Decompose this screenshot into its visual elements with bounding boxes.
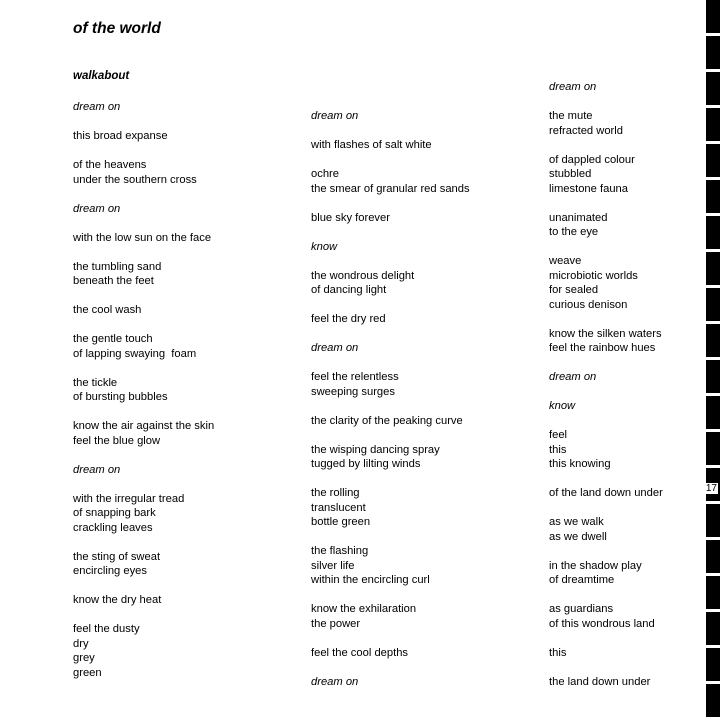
poem-line: the smear of granular red sands [311,182,470,195]
poem-line: with the irregular tread [73,492,185,505]
poem-line: of dappled colour [549,153,635,166]
poem-line: unanimated [549,211,608,224]
stanza-gap [73,535,293,550]
poem-line: microbiotic worlds [549,269,638,282]
stanza-gap [549,660,699,675]
stanza-gap [311,530,531,545]
stanza-gap [73,187,293,202]
stanza-gap [73,361,293,376]
poem-line: as guardians [549,603,614,615]
poem-line: dream on [311,110,359,122]
stanza-gap [73,579,293,594]
poem-line: stubbled [549,168,592,180]
stanza-gap [549,588,699,603]
poem-line: know the air against the skin [73,420,215,432]
poem-line: know the exhilaration [311,603,417,615]
edge-tab [706,288,720,321]
stanza-gap [311,327,531,342]
stanza-gap [73,245,293,260]
poem-line: encircling eyes [73,565,147,577]
edge-tab [706,72,720,105]
poem-line: of dreamtime [549,574,615,586]
poem-line: feel the blue glow [73,434,161,447]
poem-line: grey [73,652,95,664]
poem-line: the rolling [311,487,360,499]
edge-tab [706,0,720,33]
edge-tab [706,36,720,69]
poem-line: feel the cool depths [311,646,409,659]
stanza-gap [311,153,531,168]
poem-line: this [549,646,567,659]
edge-tab [706,144,720,177]
stanza-gap [311,588,531,603]
poem-line: ochre [311,168,339,180]
poem-line: this knowing [549,458,611,470]
poem-line: blue sky forever [311,211,390,224]
stanza-gap [549,544,699,559]
stanza-gap [73,318,293,333]
poem-line: within the encircling curl [311,574,430,586]
stanza-gap [311,631,531,646]
stanza-gap [549,631,699,646]
poem-line: feel the relentless [311,371,399,383]
poem-line: the mute [549,110,593,122]
poem-line: the gentle touch [73,333,153,345]
stanza-gap [73,608,293,623]
poem-subtitle: walkabout [73,70,130,82]
stanza-gap [549,414,699,429]
poem-line: this broad expanse [73,130,168,142]
edge-tab [706,648,720,681]
poem-line: under the southern cross [73,173,197,186]
poem-line: the clarity of the peaking curve [311,414,463,427]
poem-line: the sting of sweat [73,550,161,563]
edge-tab [706,540,720,573]
poem-line: tugged by lilting winds [311,458,421,470]
poem-line: green [73,666,102,679]
stanza-gap [311,124,531,139]
poem-line: dream on [73,101,121,113]
stanza-gap [311,356,531,371]
poem-line: this [549,443,567,456]
poem-line: beneath the feet [73,275,154,287]
poem-line: feel [549,429,568,441]
poem-line: translucent [311,501,366,514]
poem-line: the power [311,617,361,630]
stanza-gap [311,225,531,240]
poem-line: crackling leaves [73,521,153,534]
edge-tab [706,216,720,249]
stanza-gap [311,399,531,414]
stanza-gap [549,472,699,487]
stanza-gap [311,472,531,487]
poem-line: know [311,240,338,253]
poem-line: feel the dry red [311,313,386,325]
poem-line: the tumbling sand [73,260,162,273]
poem-line: sweeping surges [311,385,395,398]
poem-line: the land down under [549,675,651,688]
poem-line: know the silken waters [549,327,662,340]
edge-tab [706,576,720,609]
stanza-gap [549,138,699,153]
edge-tab [706,180,720,213]
edge-tab [706,684,720,717]
poem-line: the wondrous delight [311,269,415,282]
poem-line: dry [73,637,89,650]
stanza-gap [73,115,293,130]
page-number: 17 [705,483,717,494]
stanza-gap [549,95,699,110]
page-edge-tabs [706,0,720,720]
poem-line: feel the dusty [73,623,140,635]
poem-column-2 [311,109,531,689]
edge-tab [706,612,720,645]
poem-line: as we walk [549,516,604,528]
poem-line: know [549,400,576,412]
edge-tab [706,432,720,465]
edge-tab [706,360,720,393]
poem-line: dream on [549,81,597,93]
edge-tab [706,324,720,357]
poem-line: dream on [549,371,597,383]
poem-column-1 [73,100,293,680]
poem-line: the flashing [311,545,369,557]
stanza-gap [73,405,293,420]
stanza-gap [549,196,699,211]
stanza-gap [73,289,293,304]
poem-line: the cool wash [73,304,142,316]
poem-line: limestone fauna [549,182,628,195]
poem-line: weave [549,255,582,267]
stanza-gap [73,216,293,231]
poem-line: dream on [73,202,121,215]
edge-tab [706,396,720,429]
poem-line: for sealed [549,284,599,296]
poem-line: as we dwell [549,530,607,543]
poem-line: know the dry heat [73,594,162,606]
poem-line: with the low sun on the face [73,231,212,244]
page-title: of the world [73,20,161,37]
poem-line: refracted world [549,124,623,137]
poem-line: of this wondrous land [549,617,655,630]
stanza-gap [311,196,531,211]
poem-line: curious denison [549,298,628,311]
stanza-gap [311,660,531,675]
poem-line: of snapping bark [73,507,156,519]
poem-line: of the land down under [549,487,663,499]
poem-line: bottle green [311,516,371,528]
poem-line: feel the rainbow hues [549,342,656,354]
poem-line: of lapping swaying foam [73,347,197,360]
stanza-gap [549,501,699,516]
poem-line: dream on [311,675,359,688]
poem-line: in the shadow play [549,559,642,572]
poem-line: the wisping dancing spray [311,443,440,456]
poem-line: silver life [311,559,355,572]
stanza-gap [549,312,699,327]
stanza-gap [73,477,293,492]
poem-line: to the eye [549,226,599,238]
poem-line: of the heavens [73,159,147,171]
stanza-gap [73,144,293,159]
poem-line: dream on [73,463,121,476]
stanza-gap [549,240,699,255]
stanza-gap [311,254,531,269]
poem-line: with flashes of salt white [311,139,432,151]
stanza-gap [311,298,531,313]
poem-line: of bursting bubbles [73,391,168,403]
poem-line: dream on [311,342,359,354]
poem-line: the tickle [73,376,118,389]
edge-tab [706,252,720,285]
poem-column-3 [549,80,699,689]
stanza-gap [73,448,293,463]
edge-tab [706,108,720,141]
stanza-gap [311,428,531,443]
poem-line: of dancing light [311,284,387,296]
edge-tab [706,504,720,537]
stanza-gap [549,385,699,400]
stanza-gap [549,356,699,371]
